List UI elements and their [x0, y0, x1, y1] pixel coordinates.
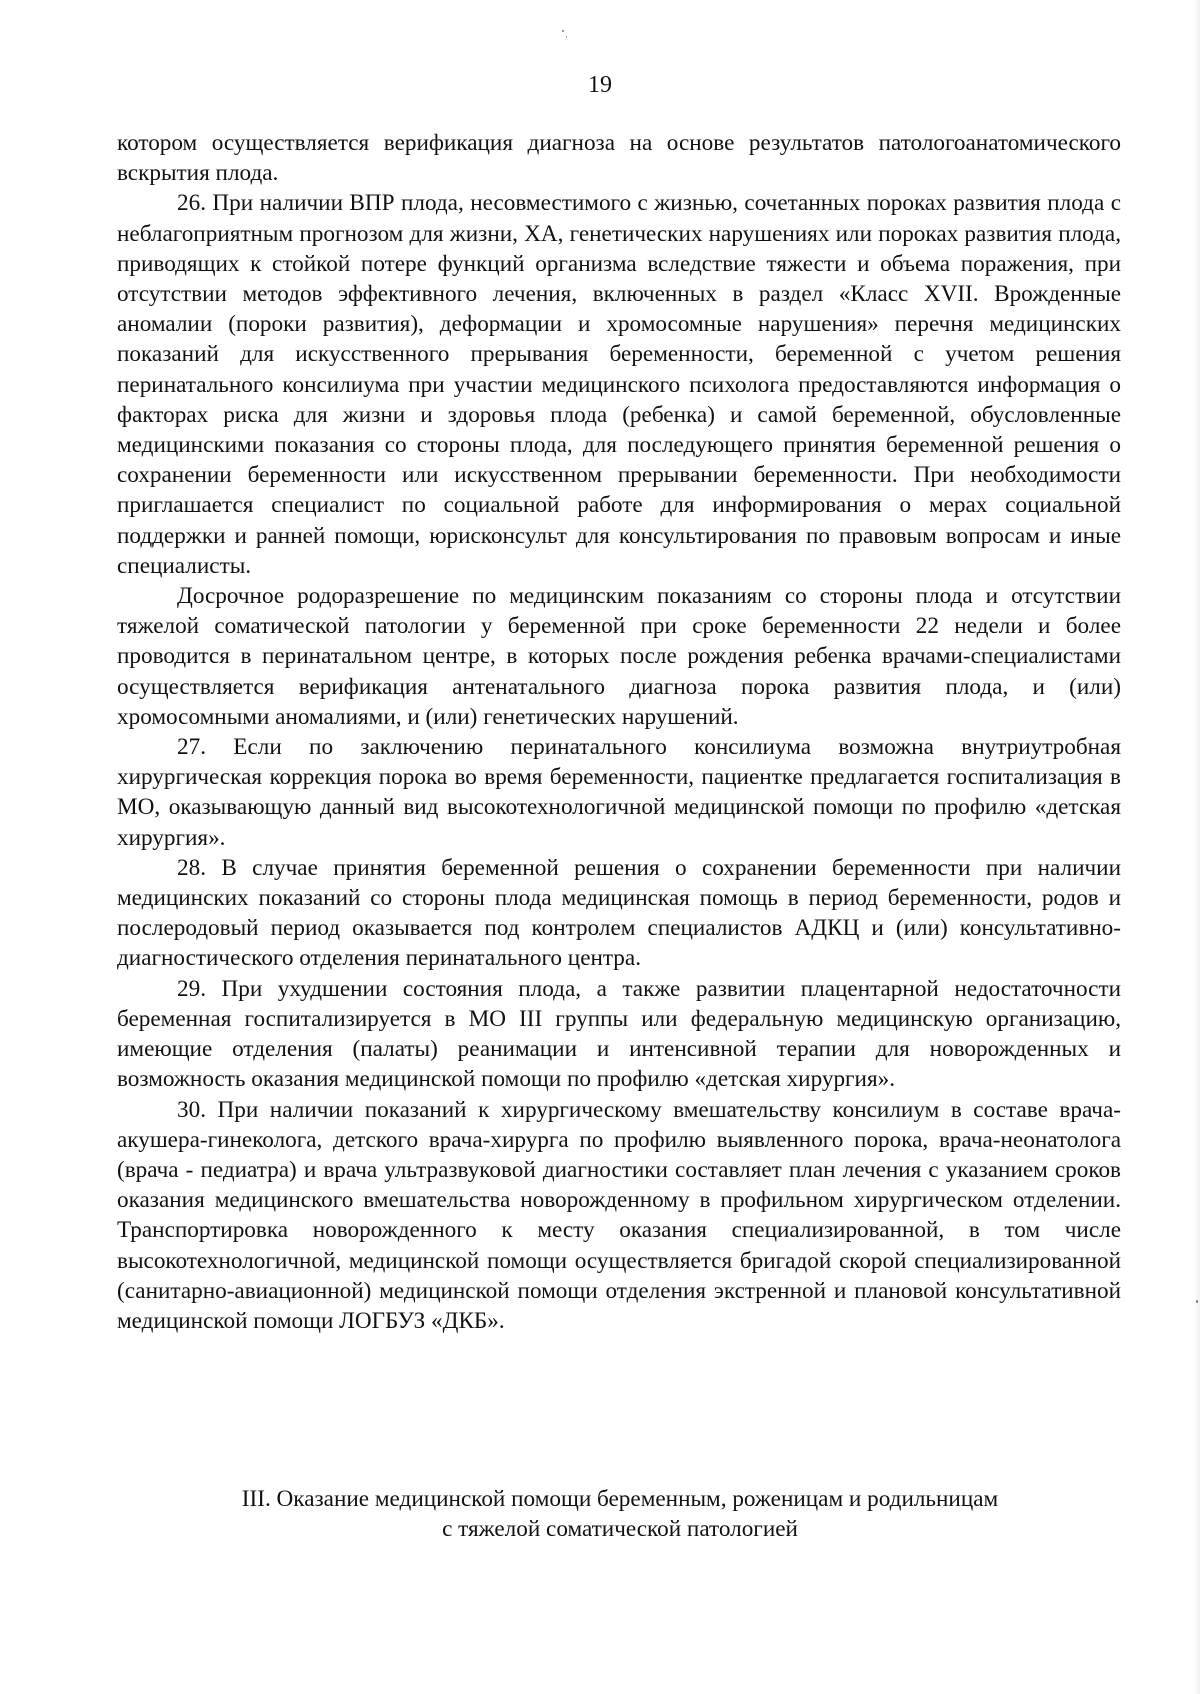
scan-speck [566, 36, 567, 38]
scan-speck [562, 30, 564, 32]
document-body [117, 128, 1121, 1336]
paragraph-early-delivery: Досрочное родоразрешение по медицинским показаниям со стороны плода и отсутствии тяжелой соматической патологии у беременной при сроке беременности 22 недели и более проводится в перинатальном центре, в которых после рождения ребенка врачами-специалистами осуществляется верификация антенатального диагноза порока развития плода, и (или) хромосомными аномалиями, и (или) генетических нарушений. [117, 583, 1121, 730]
section-heading-line-1: III. Оказание медицинской помощи беременным, роженицам и родильницам [241, 1486, 999, 1512]
paragraph-item-29: 29. При ухудшении состояния плода, а также развитии плацентарной недостаточности беременная госпитализируется в МО III группы или федеральную медицинскую организацию, имеющие отделения (палаты) реанимации и интенсивной терапии для новорожденных и возможность оказания медицинской помощи по профилю «детская хирургия». [117, 975, 1121, 1093]
page-number: 19 [588, 72, 612, 98]
section-heading-line-2: с тяжелой соматической патологией [442, 1516, 798, 1542]
paragraph-continuation: котором осуществляется верификация диагноза на основе результатов патологоанатомического вскрытия плода. [117, 130, 1121, 187]
paragraph-item-27: 27. Если по заключению перинатального консилиума возможна внутриутробная хирургическая коррекция порока во время беременности, пациентке предлагается госпитализация в МО, оказывающую данный вид высокотехнологичной медицинской помощи по профилю «детская хирургия». [117, 734, 1121, 851]
paragraph-item-26: 26. При наличии ВПР плода, несовместимого с жизнью, сочетанных пороках развития плода с неблагоприятным прогнозом для жизни, ХА, генетических нарушениях или пороках развития плода, приводящих к стойкой потере функций организма вследствие тяжести и объема поражения, при отсутствии методов эффективного лечения, включенных в раздел «Класс XVII. Врожденные аномалии (пороки развития), деформации и хромосомные нарушения» перечня медицинских показаний для искусственного прерывания беременности, беременной с учетом решения перинатального консилиума при участии медицинского психолога предоставляются информация о факторах риска для жизни и здоровья плода (ребенка) и самой беременной, обусловленные медицинскими показания со стороны плода, для последующего принятия беременной решения о сохранении беременности или искусственном прерывании беременности. При необходимости приглашается специалист по социальной работе для информирования о мерах социальной поддержки и ранней помощи, юрисконсульт для консультирования по правовым вопросам и иные специалисты. [117, 190, 1121, 579]
scan-edge-shadow [1194, 0, 1200, 1694]
paragraph-item-30: 30. При наличии показаний к хирургическому вмешательству консилиум в составе врача-акушера-гинеколога, детского врача-хирурга по профилю выявленного порока, врача-неонатолога (врача - педиатра) и врача ультразвуковой диагностики составляет план лечения с указанием сроков оказания медицинского вмешательства новорожденному в профильном хирургическом отделении. Транспортировка новорожденного к месту оказания специализированной, в том числе высокотехнологичной, медицинской помощи осуществляется бригадой скорой специализированной (санитарно-авиационной) медицинской помощи отделения экстренной и плановой консультативной медицинской помощи ЛОГБУЗ «ДКБ». [117, 1096, 1121, 1334]
section-heading [140, 1484, 1100, 1544]
paragraph-item-28: 28. В случае принятия беременной решения о сохранении беременности при наличии медицинских показаний со стороны плода медицинская помощь в период беременности, родов и послеродовый период оказывается под контролем специалистов АДКЦ и (или) консультативно-диагностического отделения перинатального центра. [117, 854, 1121, 972]
